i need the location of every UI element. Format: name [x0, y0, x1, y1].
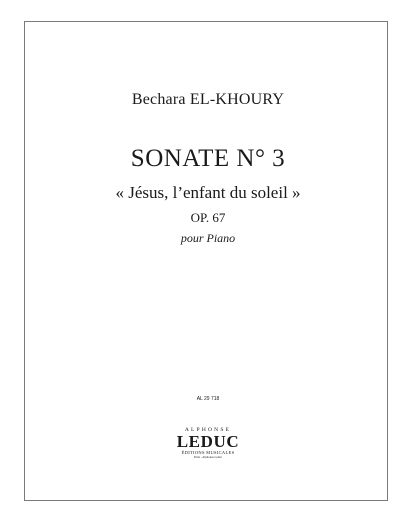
publisher-name-main: LEDUC: [176, 432, 240, 451]
composer-name: Bechara EL-KHOURY: [131, 91, 285, 108]
publisher-name-top: ALPHONSE: [184, 427, 232, 433]
publisher-fine-print: Paris - Alphonse Leduc: [193, 455, 223, 459]
instrumentation: pour Piano: [180, 231, 236, 245]
publisher-logo: [170, 427, 246, 463]
publisher-tagline: ÉDITIONS MUSICALES: [181, 450, 235, 455]
catalog-number: AL 29 718: [196, 396, 220, 402]
work-title: SONATE N° 3: [130, 145, 286, 172]
work-subtitle: « Jésus, l’enfant du soleil »: [115, 183, 301, 202]
opus-number: OP. 67: [190, 210, 226, 225]
